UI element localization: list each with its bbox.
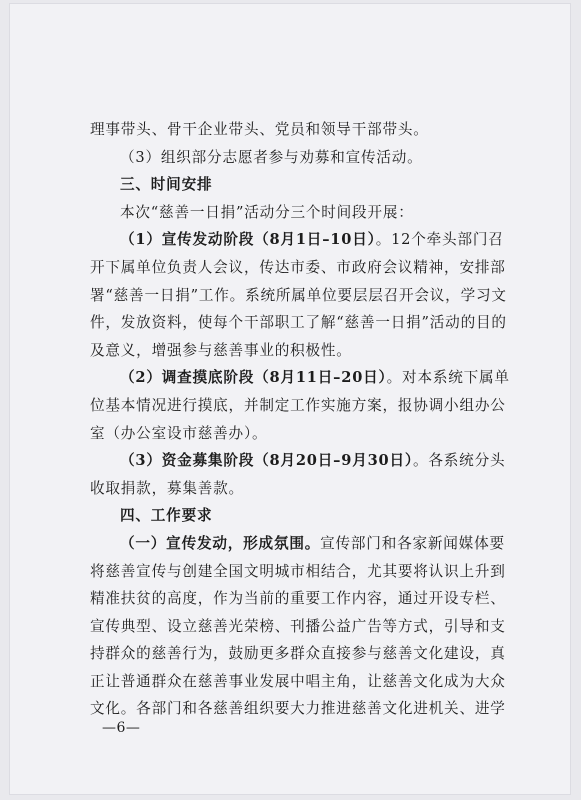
document-body (90, 116, 524, 723)
text-line: 精准扶贫的高度，作为当前的重要工作内容，通过开设专栏、 (90, 590, 506, 608)
text-line: 室（办公室设市慈善办）。 (90, 424, 268, 442)
section-heading: 三、时间安排 (120, 176, 213, 194)
section-heading: 四、工作要求 (120, 507, 213, 525)
text-fragment: 宣传部门和各家新闻媒体要 (320, 534, 505, 552)
text-line: （3）组织部分志愿者参与劝募和宣传活动。 (120, 148, 423, 166)
text-fragment: 。各系统分头 (413, 452, 506, 470)
text-line (90, 226, 524, 254)
page-number: —6— (102, 720, 141, 736)
text-line (90, 364, 524, 392)
stage-heading: （3）资金募集阶段（8月20日–9月30日） (120, 452, 413, 470)
text-line: 本次“慈善一日捐”活动分三个时间段开展： (120, 203, 414, 221)
text-line (90, 447, 524, 475)
text-line: 理事带头、骨干企业带头、党员和领导干部带头。 (90, 121, 429, 138)
text-line: 及意义，增强参与慈善事业的积极性。 (90, 341, 352, 359)
text-line: 开下属单位负责人会议，传达市委、市政府会议精神，安排部 (90, 258, 506, 276)
text-line: 持群众的慈善行为，鼓励更多群众直接参与慈善文化建设，真 (90, 645, 506, 663)
text-line: 位基本情况进行摸底，并制定工作实施方案，报协调小组办公 (90, 396, 506, 414)
text-line: 将慈善宣传与创建全国文明城市相结合，尤其要将认识上升到 (90, 562, 506, 580)
stage-heading: （1）宣传发动阶段（8月1日–10日） (120, 231, 376, 249)
document-page (10, 4, 570, 794)
text-line: 署“慈善一日捐”工作。系统所属单位要层层召开会议，学习文 (90, 286, 507, 304)
text-line: 正让普通群众在慈善事业发展中唱主角，让慈善文化成为大众 (90, 672, 506, 690)
text-line: 宣传典型、设立慈善光荣榜、刊播公益广告等方式，引导和支 (90, 617, 506, 635)
text-line (90, 530, 524, 558)
text-line: 件，发放资料，使每个干部职工了解“慈善一日捐”活动的目的 (90, 314, 507, 332)
text-line: 文化。各部门和各慈善组织要大力推进慈善文化进机关、进学 (90, 700, 506, 718)
text-fragment: 。12个牵头部门召 (375, 231, 504, 249)
text-line: 收取捐款，募集善款。 (90, 479, 244, 497)
stage-heading: （2）调查摸底阶段（8月11日–20日） (120, 369, 387, 387)
subsection-heading: （一）宣传发动，形成氛围。 (120, 534, 321, 552)
text-fragment: 。对本系统下属单 (386, 369, 510, 387)
